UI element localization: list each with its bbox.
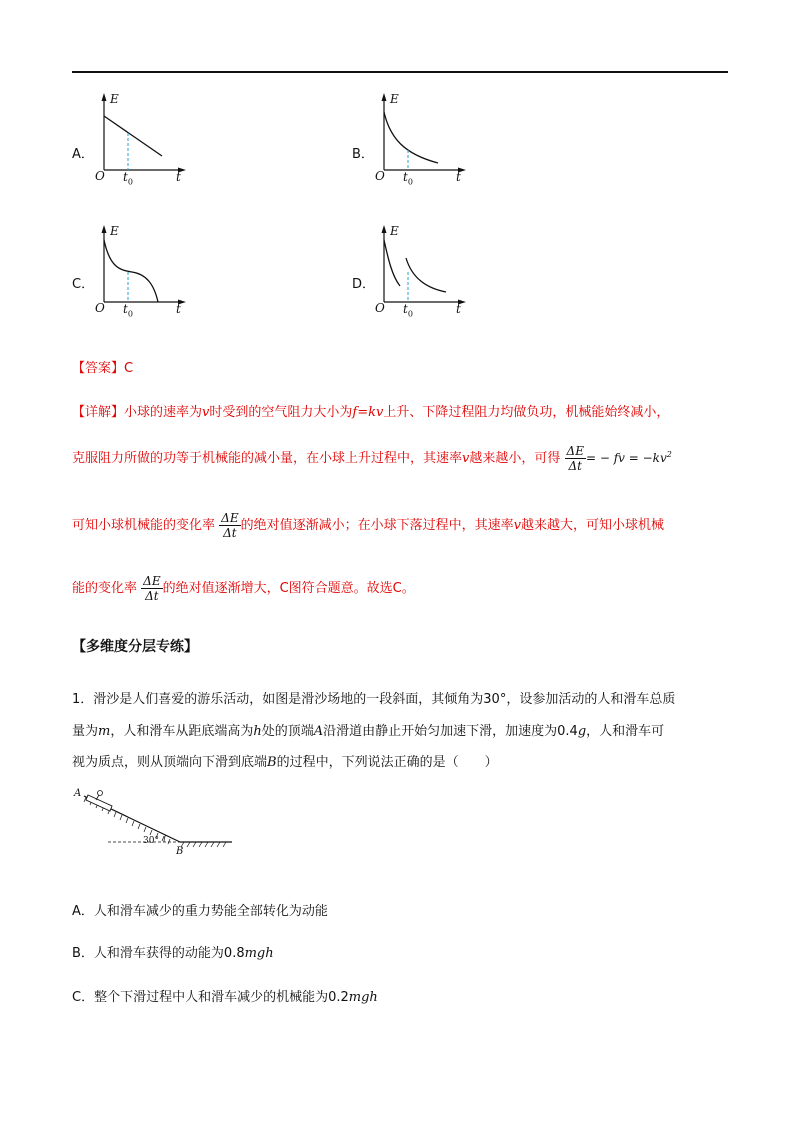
- top-rule: [72, 71, 728, 73]
- graph-a-tick: $t_0$: [123, 170, 133, 187]
- answer-line: [72, 357, 133, 376]
- graph-d-y-label: E: [390, 224, 399, 238]
- question-option-a: [72, 900, 328, 919]
- question-text: ，人和滑车可: [586, 724, 665, 739]
- question-text: ，人和滑车从距底端高为: [110, 724, 254, 739]
- question-line-1: 1．滑沙是人们喜爱的游乐活动，如图是滑沙场地的一段斜面，其倾角为30°，设参加活动的人和滑车总质: [72, 692, 676, 707]
- option-formula: mgh: [348, 990, 378, 1005]
- explain-formula: f=kv: [352, 405, 384, 420]
- explain-line-2: [72, 444, 672, 473]
- graph-a-curve: [104, 116, 162, 156]
- option-key: B．: [72, 946, 94, 961]
- explain-equation: = − fv = $-kv^2$: [585, 450, 672, 465]
- explain-text: 的绝对值逐渐增大，C图符合题意。故选C。: [162, 581, 415, 596]
- question-var: m: [98, 724, 111, 739]
- question-line-2: [72, 720, 664, 739]
- question-option-c: [72, 986, 378, 1005]
- explain-line-3: [72, 511, 664, 540]
- question-text: 的过程中，下列说法正确的是（ ）: [276, 755, 498, 770]
- option-c-label: C．: [72, 277, 95, 292]
- graph-c-curve: [104, 240, 158, 302]
- option-formula: mgh: [244, 946, 274, 961]
- answer-value: C: [124, 361, 134, 376]
- explain-text: 越来越小，可得: [469, 451, 561, 466]
- explain-text: 时受到的空气阻力大小为: [209, 405, 353, 420]
- slope-label-b: B: [176, 846, 184, 857]
- graph-b-x-label: t: [456, 170, 461, 184]
- question-var: A: [313, 724, 324, 739]
- question-text: 视为质点，则从顶端向下滑到底端: [72, 755, 268, 770]
- graph-d-curve-2: [406, 258, 446, 292]
- option-key: A．: [72, 904, 94, 919]
- option-key: C．: [72, 990, 95, 1005]
- explain-var: v: [202, 405, 210, 420]
- explain-var: v: [462, 451, 470, 466]
- graph-d-origin: O: [375, 301, 385, 315]
- question-text: 量为: [72, 724, 99, 739]
- section-title: 【多维度分层专练】: [72, 639, 198, 655]
- graph-c-origin: O: [95, 301, 105, 315]
- slope-angle-label: 30°: [143, 836, 159, 846]
- option-text: 整个下滑过程中人和滑车减少的机械能为0.2: [94, 990, 349, 1005]
- graph-c-y-label: E: [110, 224, 119, 238]
- graph-d-x-label: t: [456, 302, 461, 316]
- graph-d-tick: $t_0$: [403, 302, 413, 319]
- option-text: 人和滑车减少的重力势能全部转化为动能: [93, 904, 328, 919]
- explain-var: v: [513, 518, 521, 533]
- graph-d-curve-1: [384, 240, 400, 286]
- question-var: g: [577, 724, 587, 739]
- explain-line-1: [72, 401, 669, 420]
- explain-text: 可知小球机械能的变化率: [72, 518, 216, 533]
- question-text: 处的顶端: [261, 724, 314, 739]
- delta-e-fraction: $\frac{\Delta E}{\Delta t}$: [143, 574, 161, 603]
- question-line-3: [72, 751, 498, 770]
- slope-label-a: A: [74, 788, 82, 799]
- sled-icon: [86, 791, 112, 812]
- explain-text: 能的变化率: [72, 581, 138, 596]
- explain-label: 【详解】: [72, 405, 125, 420]
- graph-c-x-label: t: [176, 302, 181, 316]
- graph-a-origin: O: [95, 169, 105, 183]
- option-d-label: D．: [352, 277, 376, 292]
- explain-text: 上升、下降过程阻力均做负功，机械能始终减小，: [383, 405, 670, 420]
- question-option-b: [72, 942, 274, 961]
- option-b-label: B．: [352, 147, 374, 162]
- explain-text: 的绝对值逐渐减小；在小球下落过程中，其速率: [240, 518, 514, 533]
- question-text: 沿滑道由静止开始匀加速下滑，加速度为0.4: [323, 724, 578, 739]
- option-a-label: A．: [72, 147, 94, 162]
- option-text: 人和滑车获得的动能为0.8: [93, 946, 245, 961]
- explain-text: 克服阻力所做的功等于机械能的减小量，在小球上升过程中，其速率: [72, 451, 463, 466]
- question-var: B: [267, 755, 277, 770]
- explain-line-4: [72, 574, 415, 603]
- graph-a-x-label: t: [176, 170, 181, 184]
- graph-b-tick: $t_0$: [403, 170, 413, 187]
- answer-label: 【答案】: [72, 361, 125, 376]
- explain-text: 小球的速率为: [124, 405, 203, 420]
- graph-b-y-label: E: [390, 92, 399, 106]
- slope-figure: [72, 784, 242, 864]
- graph-b-curve: [384, 112, 438, 163]
- delta-e-fraction: $\frac{\Delta E}{\Delta t}$: [221, 511, 239, 540]
- delta-e-fraction: $\frac{\Delta E}{\Delta t}$: [566, 444, 584, 473]
- question-var: h: [253, 724, 262, 739]
- explain-text: 越来越大，可知小球机械: [520, 518, 664, 533]
- graph-a-y-label: E: [110, 92, 119, 106]
- graph-b-origin: O: [375, 169, 385, 183]
- graph-c-tick: $t_0$: [123, 302, 133, 319]
